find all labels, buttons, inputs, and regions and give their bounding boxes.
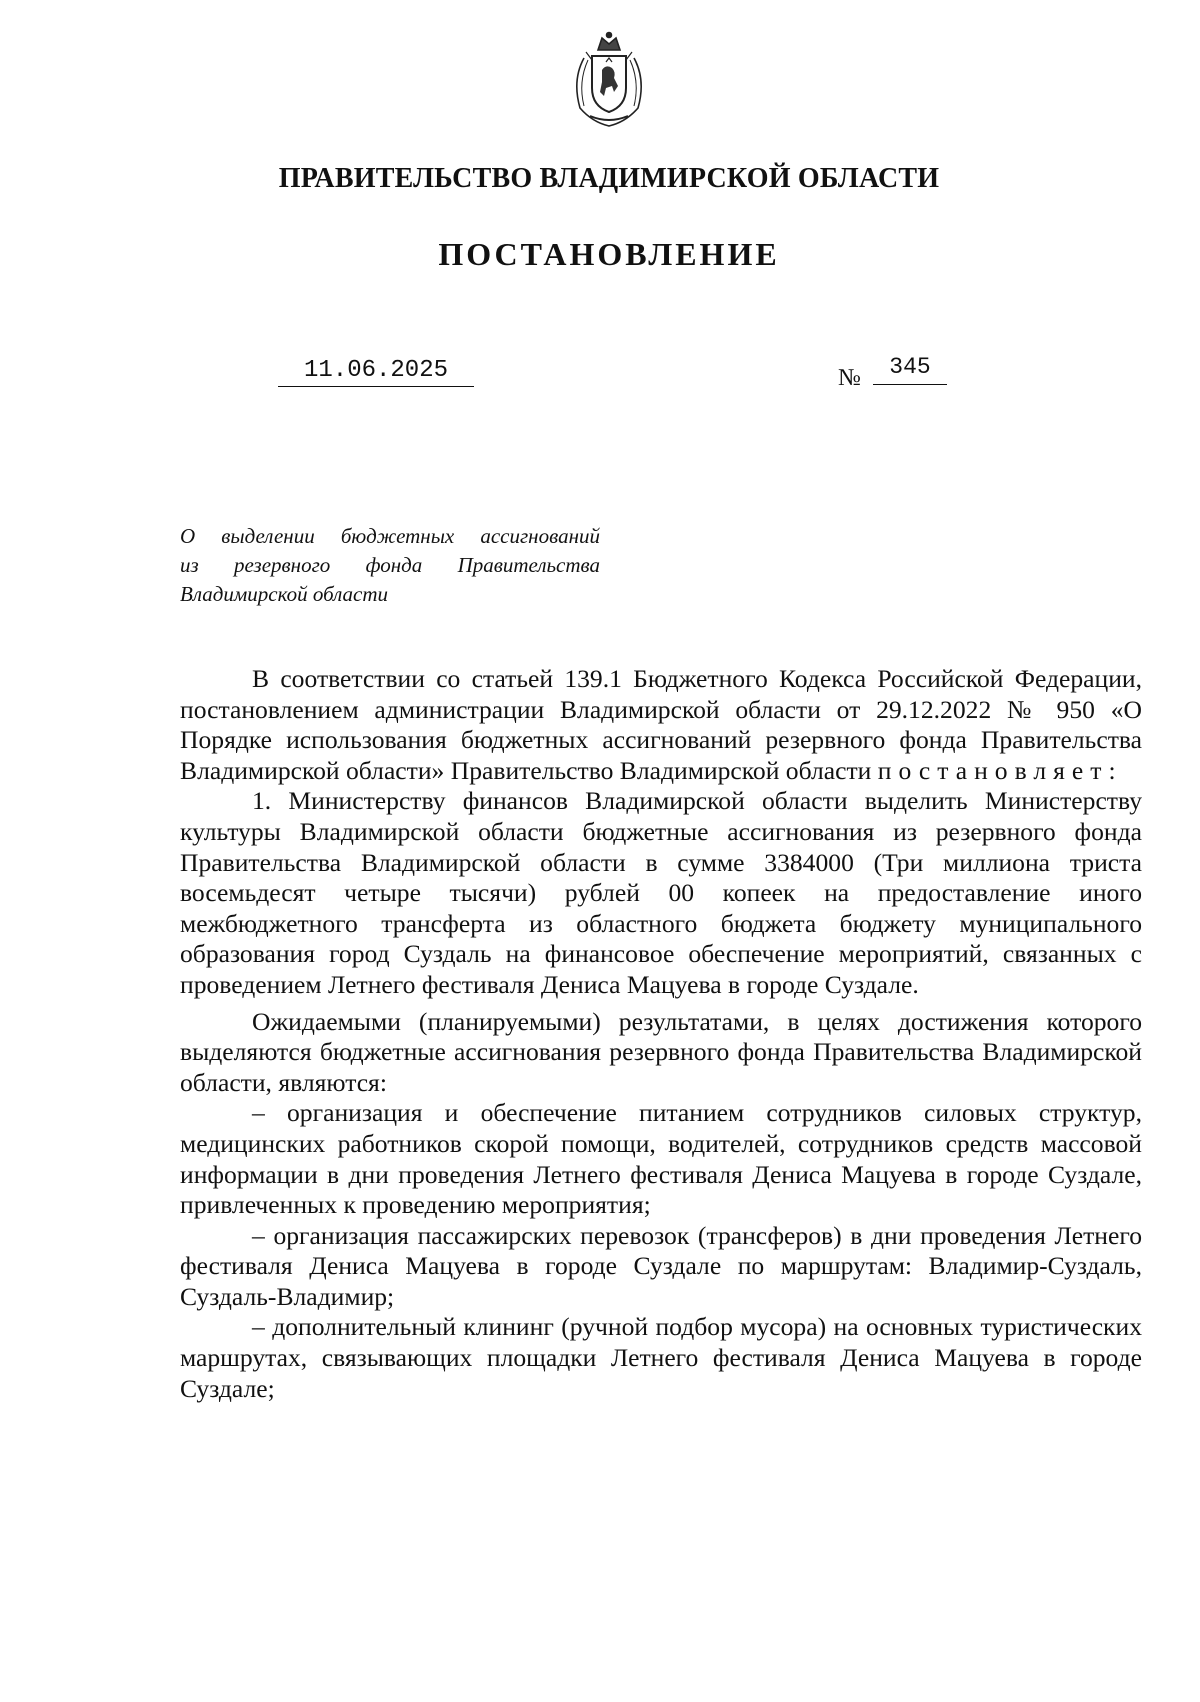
item-1-paragraph: 1. Министерству финансов Владимирской области выделить Министерству культуры Владимирской области бюджетные ассигнования из резервного фонда Правительства Владимирской области в сумме 3384000 (Три миллиона триста восемьдесят четыре тысячи) рублей 00 копеек на предоставление иного межбюджетного трансферта из областного бюджета бюджету муниципального образования город Суздаль на финансовое обеспечение мероприятий, связанных с проведением Летнего фестиваля Дениса Мацуева в городе Суздале.	[180, 786, 1142, 999]
expected-results-paragraph: Ожидаемыми (планируемыми) результатами, в целях достижения которого выделяются бюджетные ассигнования резервного фонда Правительства Владимирской области, являются:	[180, 1006, 1142, 1097]
preamble-text: В соответствии со статьей 139.1 Бюджетного Кодекса Российской Федерации, постановлением администрации Владимирской области от 29.12.2022 № 950 «О Порядке использования бюджетных ассигнований резервного фонда Правительства Владимирской области» Правительство Владимирской области	[180, 664, 1142, 785]
result-bullet: – дополнительный клининг (ручной подбор мусора) на основных туристических маршрутах, связывающих площадки Летнего фестиваля Дениса Мацуева в городе Суздале;	[180, 1312, 1142, 1403]
subject-line: О выделении бюджетных ассигнований	[180, 524, 600, 548]
result-bullet: – организация и обеспечение питанием сотрудников силовых структур, медицинских работников скорой помощи, водителей, сотрудников средств массовой информации в дни проведения Летнего фестиваля Дениса Мацуева в городе Суздале, привлеченных к проведению мероприятия;	[180, 1098, 1142, 1220]
document-number: 345	[873, 354, 947, 385]
result-bullet: – организация пассажирских перевозок (трансферов) в дни проведения Летнего фестиваля Дениса Мацуева в городе Суздале по маршрутам: Владимир-Суздаль, Суздаль-Владимир;	[180, 1220, 1142, 1311]
document-body	[180, 664, 1142, 1404]
document-date: 11.06.2025	[278, 357, 474, 387]
number-sign: №	[838, 365, 861, 391]
subject-line: из резервного фонда Правительства	[180, 553, 600, 577]
document-subject	[180, 522, 600, 609]
preamble-paragraph	[180, 664, 1142, 786]
coat-of-arms-icon	[562, 30, 656, 130]
resolves-keyword: постановляет:	[877, 755, 1123, 785]
document-type-title: ПОСТАНОВЛЕНИЕ	[438, 236, 780, 272]
government-title: ПРАВИТЕЛЬСТВО ВЛАДИМИРСКОЙ ОБЛАСТИ	[278, 163, 940, 194]
subject-line: Владимирской области	[180, 582, 389, 606]
